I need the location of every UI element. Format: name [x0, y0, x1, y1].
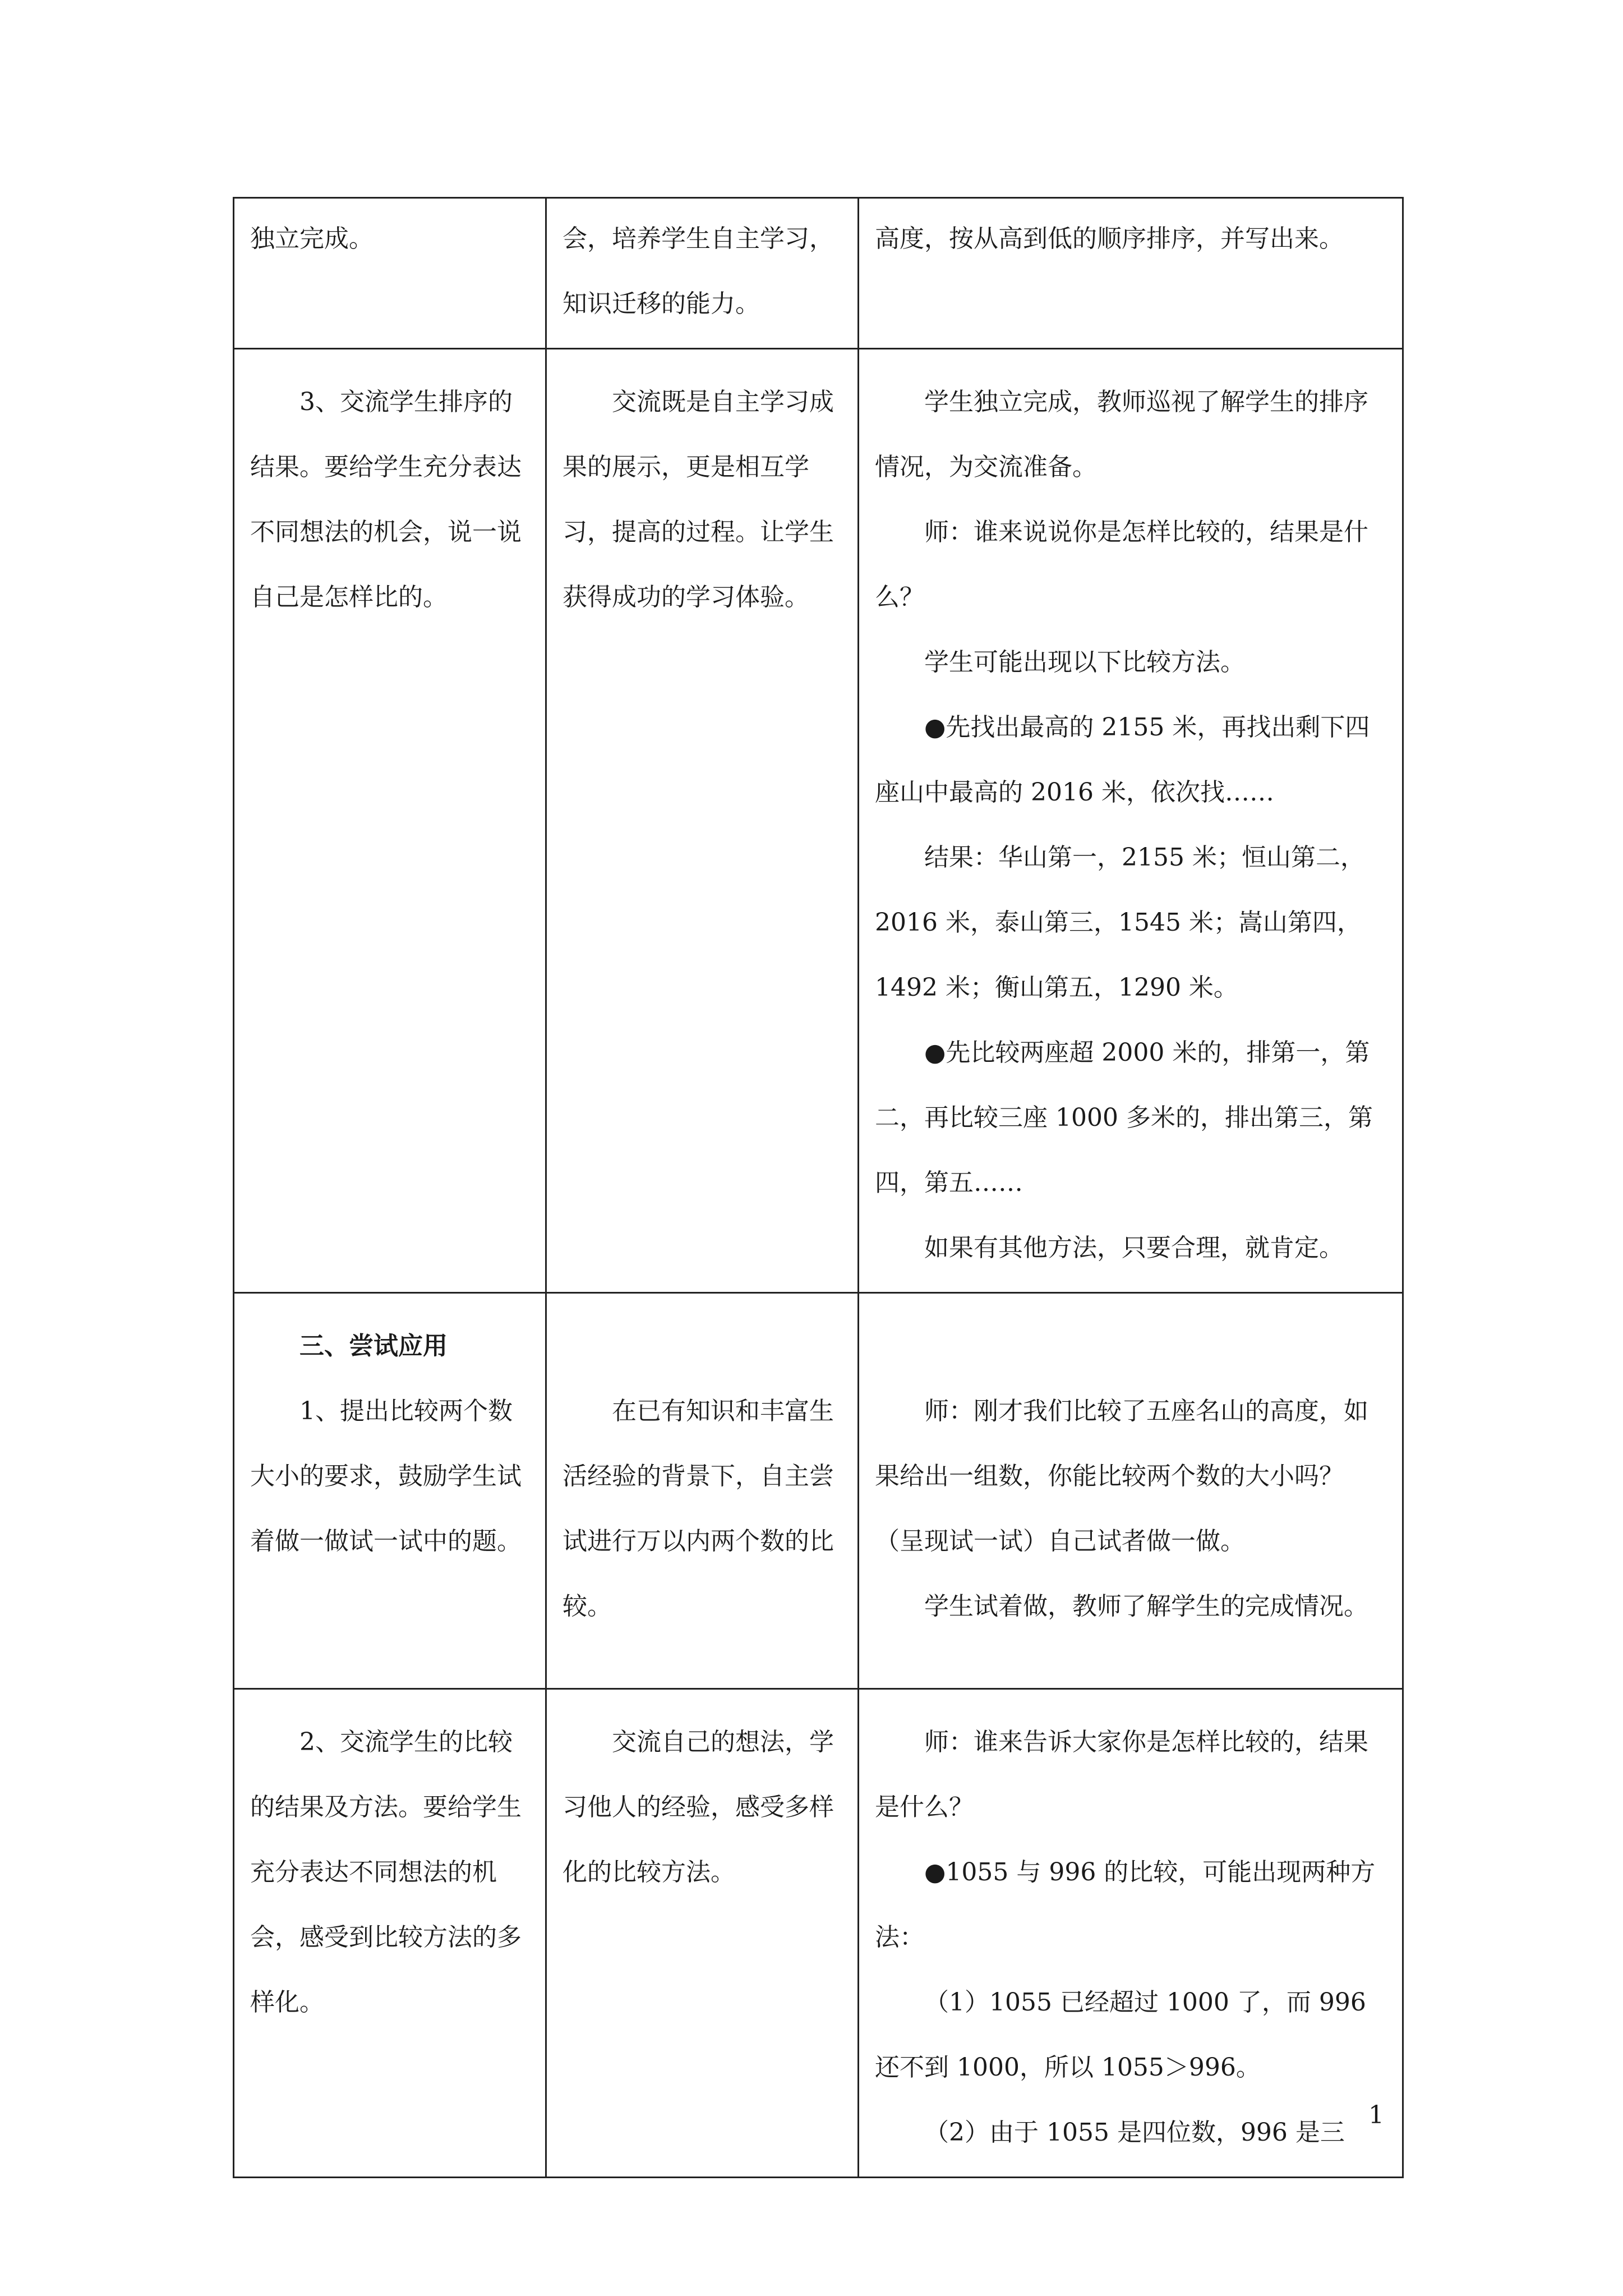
cell-line: 独立完成。 [250, 224, 374, 253]
cell-paragraph: 在已有知识和丰富生活经验的背景下，自主尝试进行万以内两个数的比较。 [562, 1397, 834, 1621]
cell-paragraph: 交流既是自主学习成果的展示，更是相互学习，提高的过程。让学生获得成功的学习体验。 [562, 388, 834, 611]
table-cell [546, 349, 859, 1293]
cell-paragraph: 2、交流学生的比较的结果及方法。要给学生充分表达不同想法的机会，感受到比较方法的多样化。 [250, 1728, 522, 2017]
cell-paragraph: 学生独立完成，教师巡视了解学生的排序情况，为交流准备。 [875, 388, 1368, 481]
lesson-plan-table [233, 197, 1404, 2178]
cell-line: 知识迁移的能力。 [562, 289, 760, 318]
table-cell [859, 1293, 1403, 1689]
bullet-paragraph: ●先找出最高的 2155 米，再找出剩下四座山中最高的 2016 米，依次找…… [875, 713, 1370, 807]
table-row [234, 198, 1403, 349]
table-cell [546, 1689, 859, 2178]
cell-paragraph: 结果：华山第一，2155 米；恒山第二，2016 米，泰山第三，1545 米；嵩山第四，1492 米；衡山第五，1290 米。 [875, 843, 1365, 1002]
table-row [234, 1293, 1403, 1689]
cell-paragraph: 交流自己的想法，学习他人的经验，感受多样化的比较方法。 [562, 1728, 834, 1887]
table-cell [859, 349, 1403, 1293]
table-cell [859, 198, 1403, 349]
table-cell [234, 1293, 546, 1689]
bullet-paragraph: ●1055 与 996 的比较，可能出现两种方法： [875, 1858, 1376, 1952]
table-cell [234, 198, 546, 349]
table-cell [234, 1689, 546, 2178]
cell-paragraph: 师：刚才我们比较了五座名山的高度，如果给出一组数，你能比较两个数的大小吗？（呈现试一试）自己试者做一做。 [875, 1397, 1368, 1556]
cell-paragraph: 1、提出比较两个数大小的要求，鼓励学生试着做一做试一试中的题。 [250, 1397, 522, 1556]
table-row [234, 349, 1403, 1293]
cell-paragraph: 学生试着做，教师了解学生的完成情况。 [924, 1592, 1368, 1621]
cell-paragraph: 师：谁来告诉大家你是怎样比较的，结果是什么？ [875, 1728, 1368, 1821]
table-row [234, 1689, 1403, 2178]
table-cell [234, 349, 546, 1293]
page-number: 1 [1368, 2101, 1384, 2129]
section-heading: 三、尝试应用 [299, 1332, 448, 1360]
cell-paragraph: 如果有其他方法，只要合理，就肯定。 [924, 1234, 1344, 1262]
cell-paragraph: （1）1055 已经超过 1000 了，而 996 还不到 1000，所以 1055＞996。 [875, 1988, 1366, 2082]
cell-line: 会，培养学生自主学习， [562, 224, 834, 253]
table-cell [546, 1293, 859, 1689]
cell-paragraph: 师：谁来说说你是怎样比较的，结果是什么？ [875, 518, 1368, 611]
cell-paragraph: 学生可能出现以下比较方法。 [924, 648, 1245, 677]
cell-paragraph: 3、交流学生排序的结果。要给学生充分表达不同想法的机会，说一说自己是怎样比的。 [250, 388, 522, 611]
bullet-paragraph: ●先比较两座超 2000 米的，排第一，第二，再比较三座 1000 多米的，排出第三，第四，第五…… [875, 1038, 1373, 1197]
cell-paragraph: （2）由于 1055 是四位数，996 是三 [924, 2118, 1345, 2147]
table-cell [859, 1689, 1403, 2178]
table-cell [546, 198, 859, 349]
cell-line: 高度，按从高到低的顺序排序，并写出来。 [875, 224, 1344, 253]
